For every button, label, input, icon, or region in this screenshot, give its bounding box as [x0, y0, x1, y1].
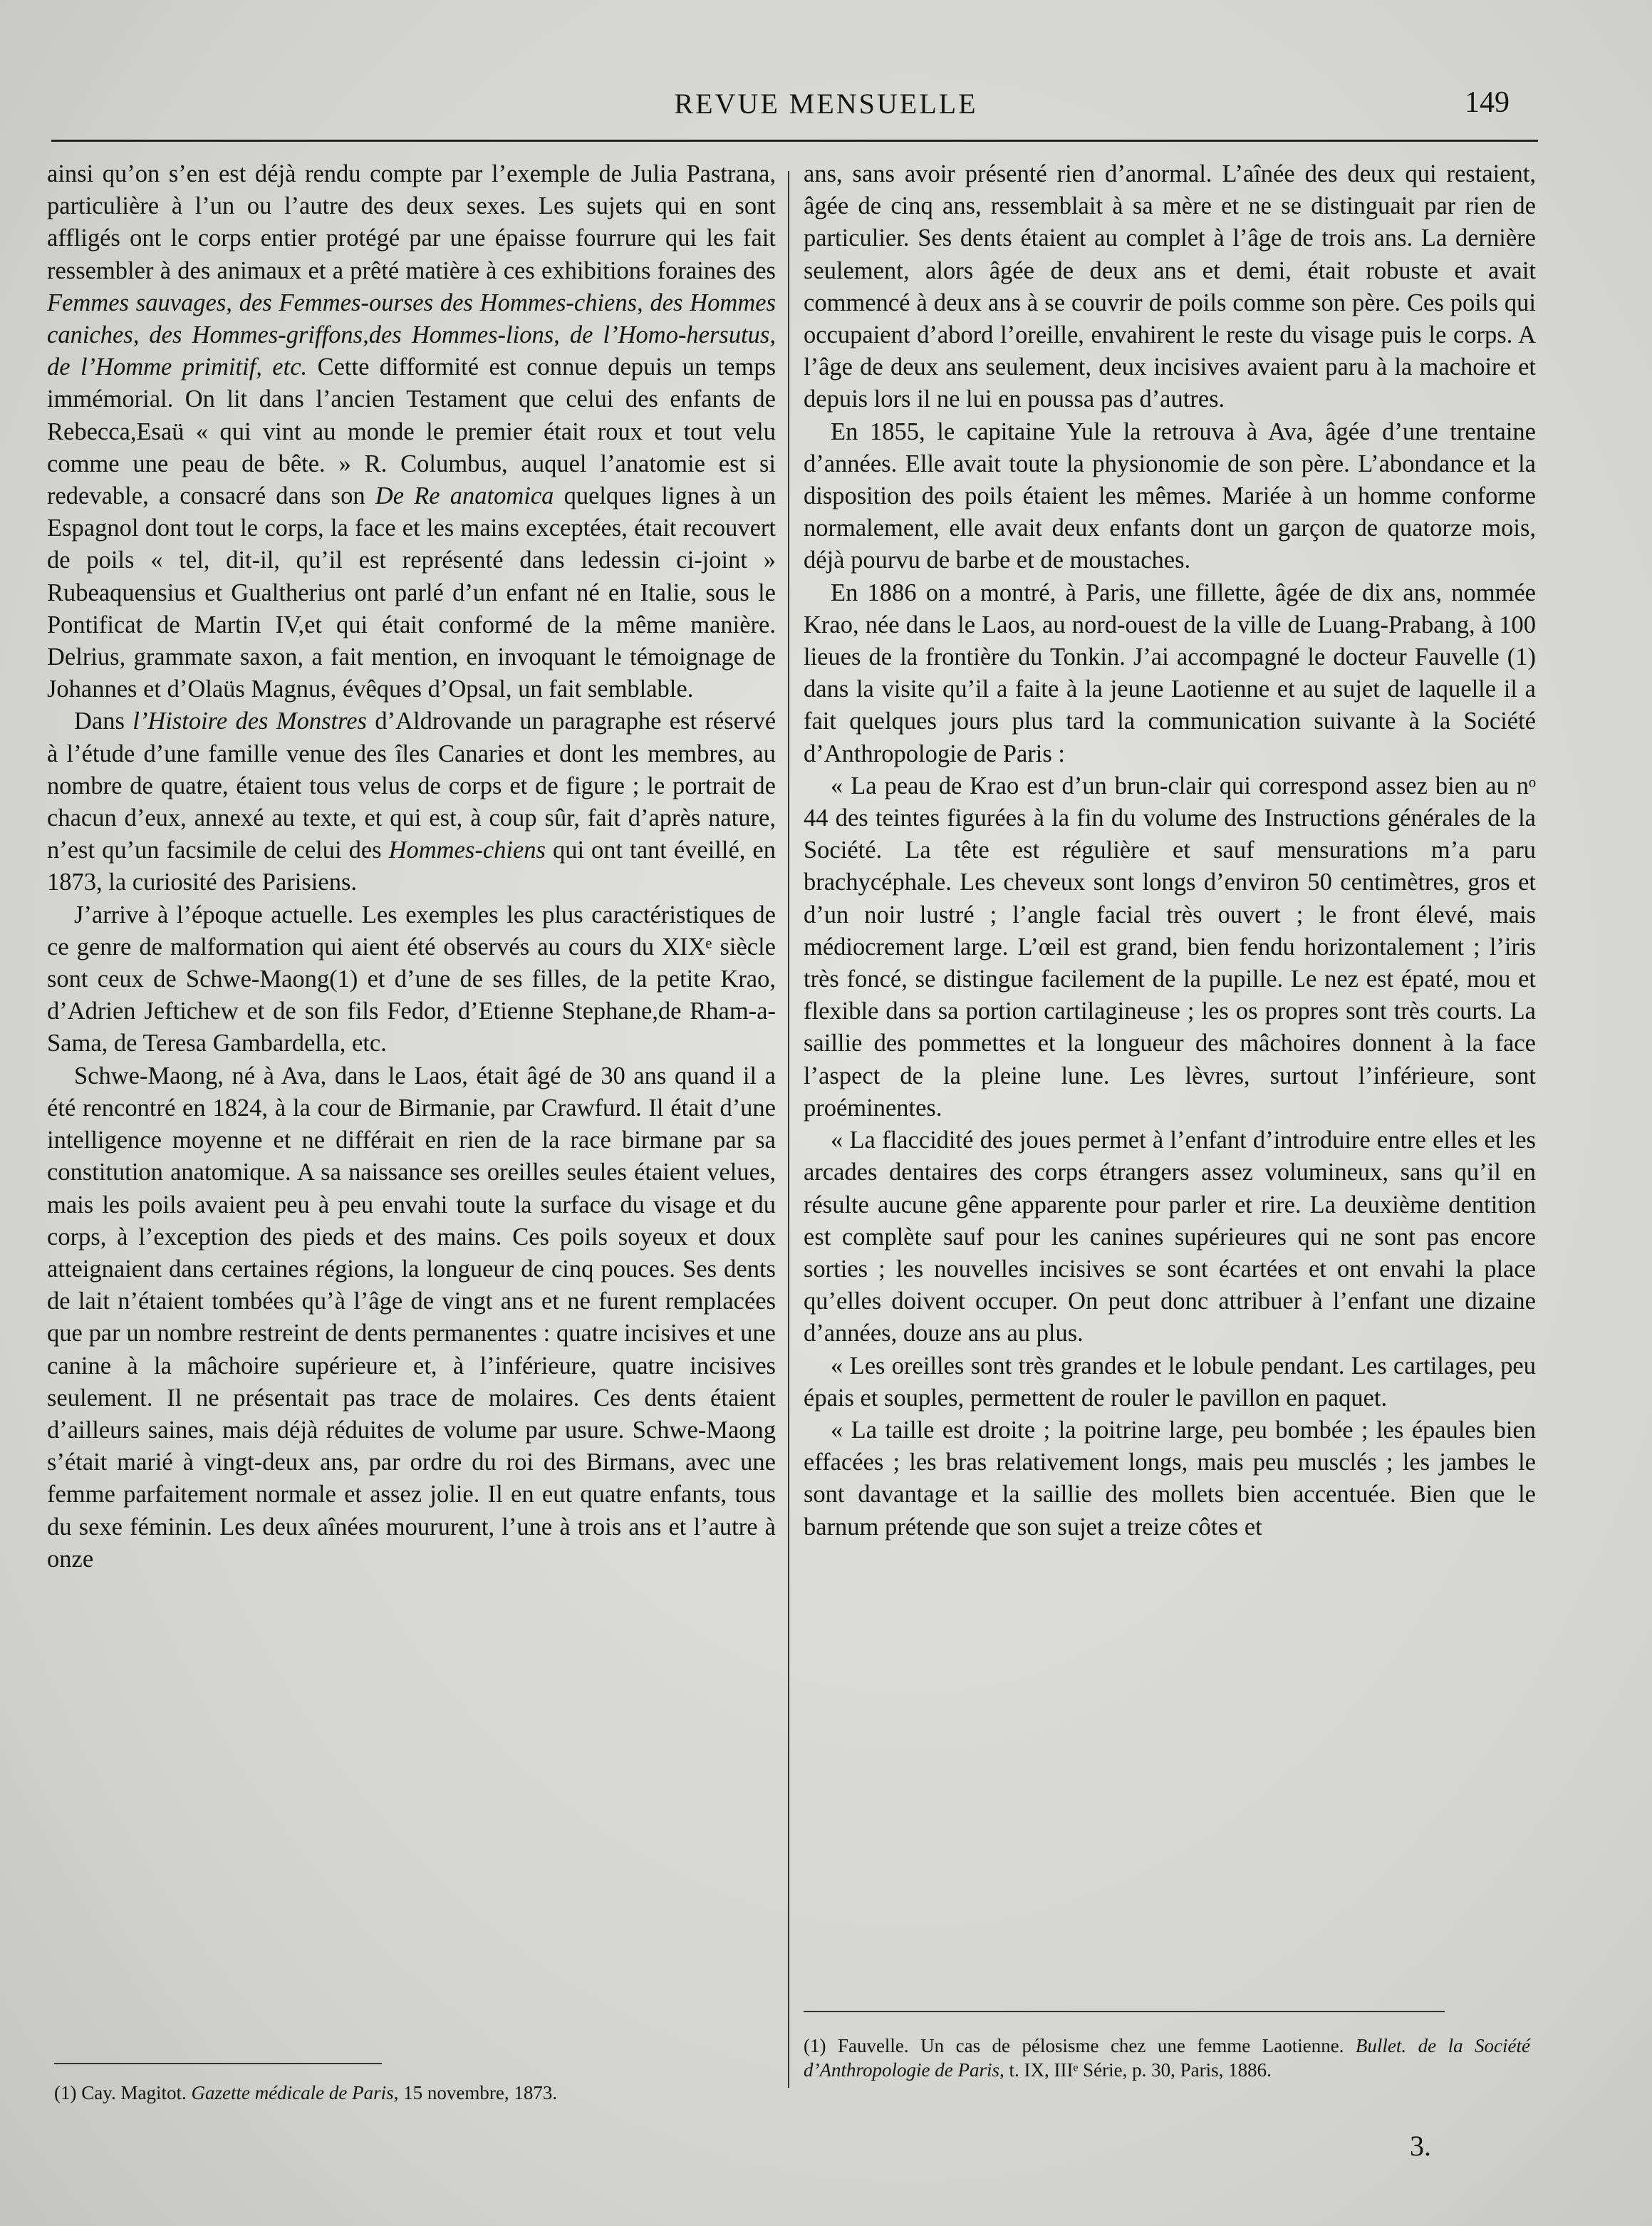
left-paragraph-3: J’arrive à l’époque actuelle. Les exemples les plus caractéristiques de ce genre de malformation qui aient été observés au cours du XIXᵉ siècle sont ceux de Schwe-Maong(1) et d’une de ses filles, de la petite Krao, d’Adrien Jeftichew et de son fils Fedor, d’Etienne Stephane,de Rham-a-Sama, de Teresa Gambardella, etc.: [47, 901, 776, 1057]
left-footnote: (1) Cay. Magitot. Gazette médicale de Paris, 15 novembre, 1873.: [54, 2082, 558, 2103]
left-paragraph-4: Schwe-Maong, né à Ava, dans le Laos, était âgé de 30 ans quand il a été rencontré en 1824, à la cour de Birmanie, par Crawfurd. Il était d’une intelligence moyenne et ne différait en rien de la race birmane par sa constitution anatomique. A sa naissance ses oreilles seules étaient velues, mais les poils avaient peu à peu envahi toute la surface du visage et du corps, à l’exception des pieds et des mains. Ces poils soyeux et doux atteignaient dans certaines régions, la longueur de cinq pouces. Ses dents de lait n’étaient tombées qu’à l’âge de vingt ans et ne furent remplacées que par un nombre restreint de dents permanentes : quatre incisives et une canine à la mâchoire supérieure et, à l’inférieure, quatre incisives seulement. Il ne présentait pas trace de molaires. Ces dents étaient d’ailleurs saines, mais déjà réduites de volume par usure. Schwe-Maong s’était marié à vingt-deux ans, par ordre du roi des Birmans, avec une femme parfaitement normale et assez jolie. Il en eut quatre enfants, tous du sexe féminin. Les deux aînées moururent, l’une à trois ans et l’autre à onze: [47, 1062, 776, 1573]
right-paragraph-5: « La flaccidité des joues permet à l’enfant d’introduire entre elles et les arcades dentaires des corps étrangers assez volumineux, sans qu’il en résulte aucune gêne apparente pour parler et rire. La deuxième dentition est complète sauf pour les canines supérieures qui ne sont pas encore sorties ; les nouvelles incisives se sont écartées et ont envahi la place qu’elles doivent occuper. On peut donc attribuer à l’enfant une dizaine d’années, douze ans au plus.: [804, 1127, 1536, 1347]
running-header-title: REVUE MENSUELLE: [674, 88, 978, 120]
right-paragraph-3: En 1886 on a montré, à Paris, une fillette, âgée de dix ans, nommée Krao, née dans le Laos, au nord-ouest de la ville de Luang-Prabang, à 100 lieues de la frontière du Tonkin. J’ai accompagné le docteur Fauvelle (1) dans la visite qu’il a faite à la jeune Laotienne et au sujet de laquelle il a fait quelques jours plus tard la communication suivante à la Société d’Anthropologie de Paris :: [804, 579, 1536, 767]
right-paragraph-7: « La taille est droite ; la poitrine large, peu bombée ; les épaules bien effacées ; les bras relativement longs, mais peu musclés ; les jambes le sont davantage et la saillie des mollets bien accentuée. Bien que le barnum prétende que son sujet a treize côtes et: [804, 1416, 1536, 1541]
right-paragraph-4: « La peau de Krao est d’un brun-clair qui correspond assez bien au nᵒ 44 des teintes figurées à la fin du volume des Instructions générales de la Société. La tête est régulière et sauf mensurations m’a paru brachycéphale. Les cheveux sont longs d’environ 50 centimètres, gros et d’un noir lustré ; l’angle facial très ouvert ; le front élevé, mais médiocrement large. L’œil est grand, bien fendu horizontalement ; l’iris très foncé, se distingue facilement de la pupille. Le nez est épaté, mou et flexible dans sa portion cartilagineuse ; les os propres sont très courts. La saillie des pommettes et la longueur des mâchoires donnent à la face l’aspect de la pleine lune. Les lèvres, surtout l’inférieure, sont proéminentes.: [804, 772, 1536, 1122]
right-paragraph-2: En 1855, le capitaine Yule la retrouva à Ava, âgée d’une trentaine d’années. Elle avait toute la physionomie de son père. L’abondance et la disposition des poils étaient les mêmes. Mariée à un homme conforme normalement, elle avait deux enfants dont un garçon de quatorze mois, déjà pourvu de barbe et de moustaches.: [804, 418, 1536, 574]
left-footnote-rule: [54, 2063, 382, 2064]
signature-mark: 3.: [1410, 2130, 1431, 2162]
left-paragraph-1: ainsi qu’on s’en est déjà rendu compte par l’exemple de Julia Pastrana, particulière à l’un ou l’autre des deux sexes. Les sujets qui en sont affligés ont le corps entier protégé par une épaisse fourrure qui les fait ressembler à des animaux et a prêté matière à ces exhibitions foraines des Femmes sauvages, des Femmes-ourses des Hommes-chiens, des Hommes caniches, des Hommes-griffons,des Hommes-lions, de l’Homo-hersutus, de l’Homme primitif, etc. Cette difformité est connue depuis un temps immémorial. On lit dans l’ancien Testament que celui des enfants de Rebecca,Esaü « qui vint au monde le premier était roux et tout velu comme une peau de bête. » R. Columbus, auquel l’anatomie est si redevable, a consacré dans son De Re anatomica quelques lignes à un Espagnol dont tout le corps, la face et les mains exceptées, était recouvert de poils « tel, dit-il, qu’il est représenté dans ledessin ci-joint » Rubeaquensius et Gualtherius ont parlé d’un enfant né en Italie, sous le Pontificat de Martin IV,et qui était conformé de la même manière. Delrius, grammate saxon, a fait mention, en invoquant le témoignage de Johannes et d’Olaüs Magnus, évêques d’Opsal, un fait semblable.: [47, 160, 776, 703]
right-footnote: (1) Fauvelle. Un cas de pélosisme chez une femme Laotienne. Bullet. de la Société d’Anthropologie de Paris, t. IX, IIIᵉ Série, p. 30, Paris, 1886.: [804, 2035, 1530, 2081]
header-rule: [51, 140, 1538, 142]
right-paragraph-1: ans, sans avoir présenté rien d’anormal. L’aînée des deux qui restaient, âgée de cinq ans, ressemblait à sa mère et ne se distinguait par rien de particulier. Ses dents étaient au complet à l’âge de trois ans. La dernière seulement, alors âgée de deux ans et demi, était robuste et avait commencé à deux ans à se couvrir de poils comme son père. Ces poils qui occupaient d’abord l’oreille, envahirent le reste du visage puis le corps. A l’âge de deux ans seulement, deux incisives avaient paru à la machoire et depuis lors il ne lui en poussa pas d’autres.: [804, 160, 1536, 413]
right-footnote-rule: [804, 2011, 1445, 2012]
right-column: [804, 158, 1536, 1543]
left-column: [47, 158, 776, 1575]
column-divider: [788, 171, 789, 2088]
left-paragraph-2: Dans l’Histoire des Monstres d’Aldrovande un paragraphe est réservé à l’étude d’une famille venue des îles Canaries et dont les membres, au nombre de quatre, étaient tous velus de corps et de figure ; le portrait de chacun d’eux, annexé au texte, et qui est, à coup sûr, fait d’après nature, n’est qu’un facsimile de celui des Hommes-chiens qui ont tant éveillé, en 1873, la curiosité des Parisiens.: [47, 708, 776, 896]
page-number: 149: [1465, 86, 1510, 119]
right-paragraph-6: « Les oreilles sont très grandes et le lobule pendant. Les cartilages, peu épais et souples, permettent de rouler le pavillon en paquet.: [804, 1352, 1536, 1412]
